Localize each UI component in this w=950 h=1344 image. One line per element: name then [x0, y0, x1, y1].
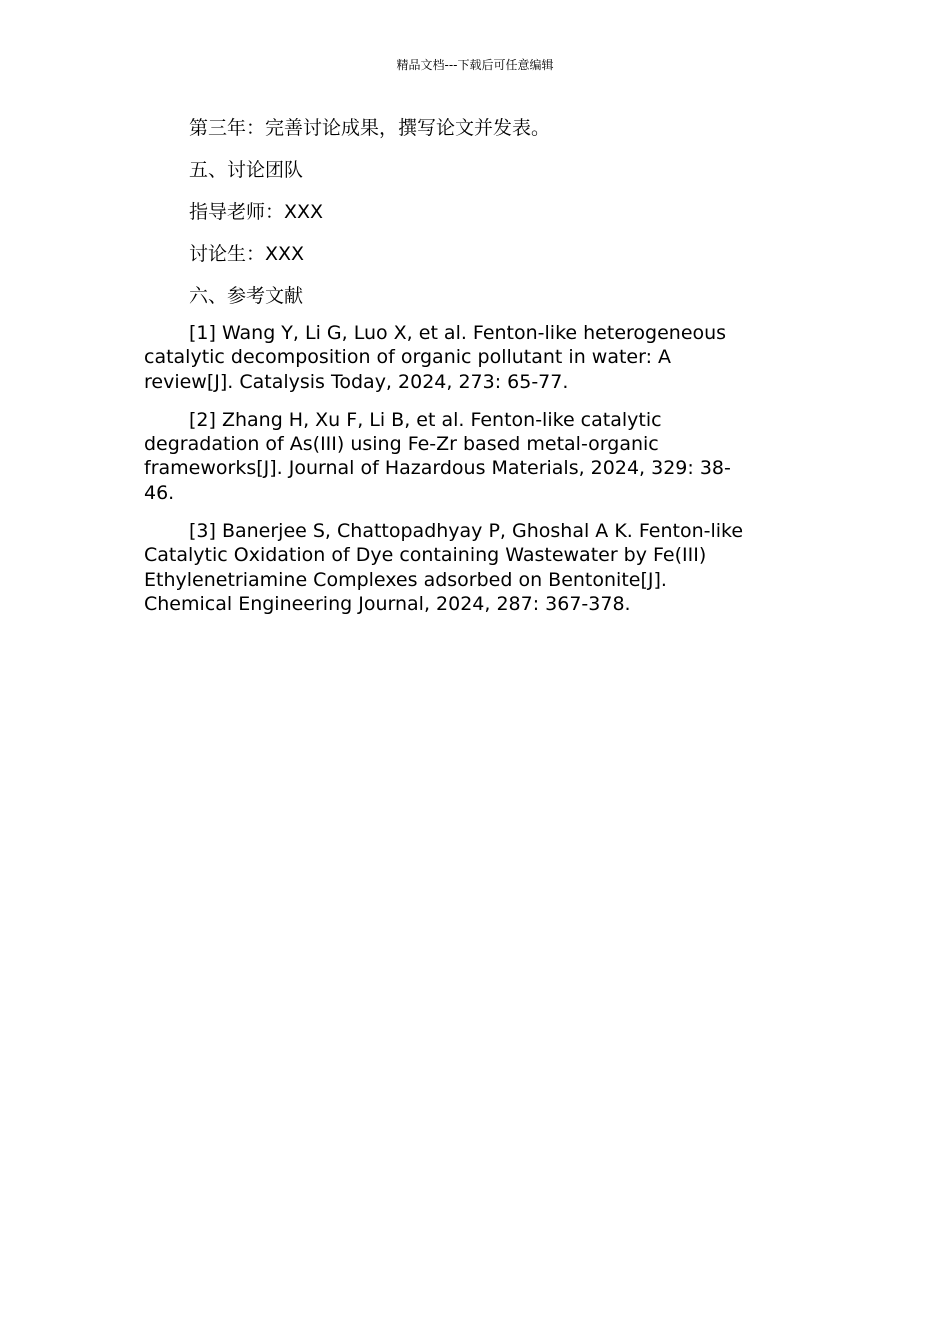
- plan-year-three: 第三年：完善讨论成果，撰写论文并发表。: [189, 117, 551, 139]
- reference-line: degradation of As(III) using Fe-Zr based metal-organic: [144, 433, 659, 456]
- reference-line: 46.: [144, 481, 175, 504]
- reference-item: [144, 321, 804, 394]
- reference-line: catalytic decomposition of organic pollutant in water: A: [144, 346, 672, 369]
- reference-line: [3] Banerjee S, Chattopadhyay P, Ghoshal A K. Fenton-like: [189, 520, 744, 543]
- reference-line: Catalytic Oxidation of Dye containing Wastewater by Fe(III): [144, 544, 707, 567]
- reference-line: Ethylenetriamine Complexes adsorbed on Bentonite[J].: [144, 568, 667, 591]
- page-header: 精品文档---下载后可任意编辑: [396, 58, 554, 72]
- reference-line: Chemical Engineering Journal, 2024, 287: 367-378.: [144, 592, 631, 615]
- reference-line: [1] Wang Y, Li G, Luo X, et al. Fenton-like heterogeneous: [189, 322, 727, 344]
- section-heading-team: 五、讨论团队: [189, 159, 304, 181]
- reference-line: review[J]. Catalysis Today, 2024, 273: 65-77.: [144, 370, 569, 393]
- reference-line: [2] Zhang H, Xu F, Li B, et al. Fenton-like catalytic: [189, 408, 662, 431]
- advisor-line: 指导老师：XXX: [189, 201, 324, 223]
- reference-item: [144, 519, 804, 616]
- reference-line: frameworks[J]. Journal of Hazardous Materials, 2024, 329: 38-: [144, 457, 731, 480]
- section-heading-references: 六、参考文献: [189, 285, 304, 307]
- document-body: [144, 116, 804, 630]
- reference-item: [144, 408, 804, 505]
- student-line: 讨论生：XXX: [189, 243, 305, 265]
